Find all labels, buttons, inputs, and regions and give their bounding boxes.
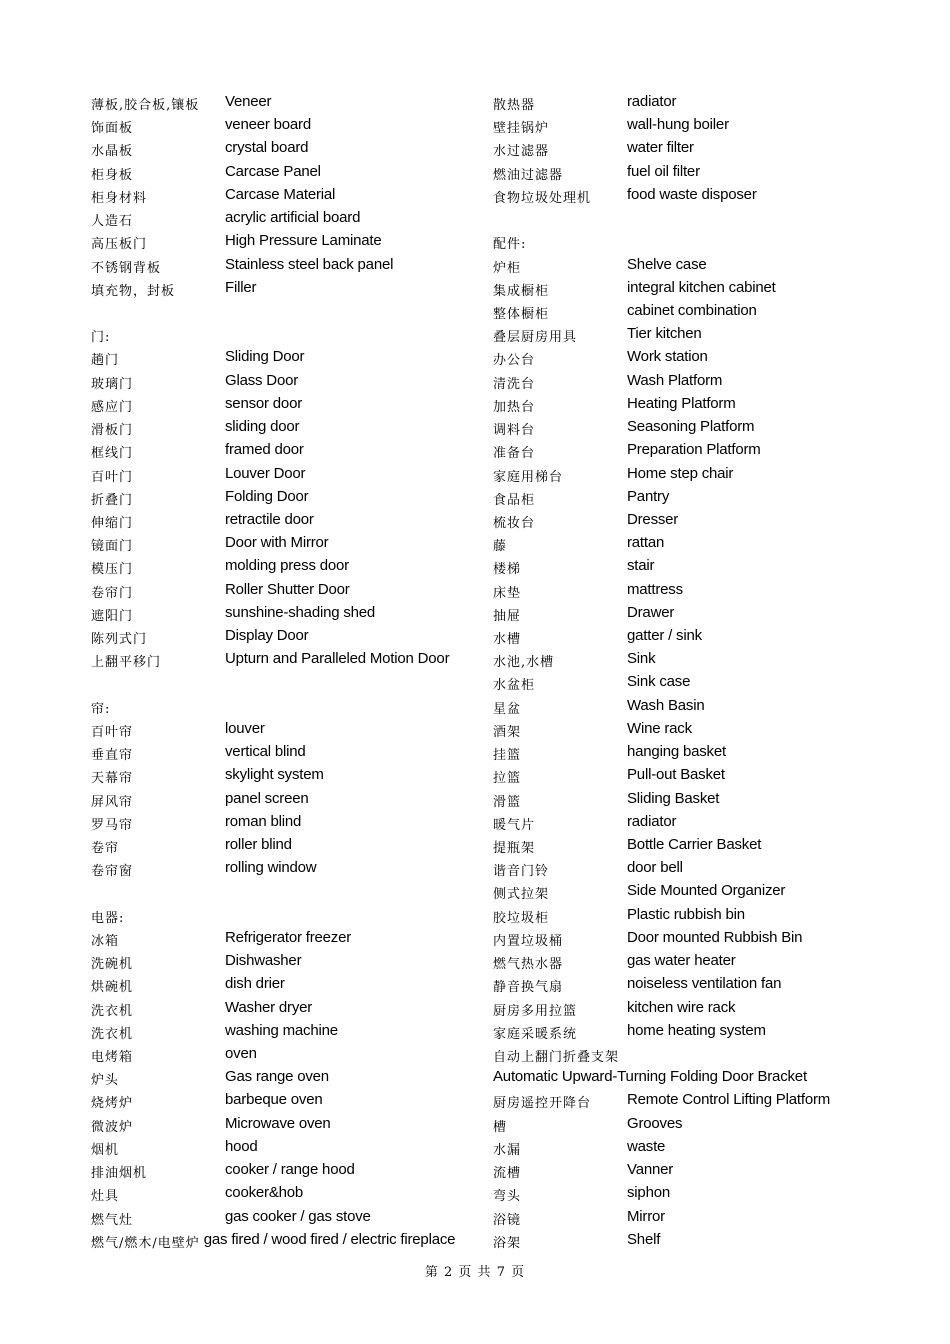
section-heading (91, 696, 471, 719)
glossary-row (91, 1044, 471, 1067)
chinese-term: 灶具 (91, 1189, 120, 1205)
chinese-term: 填充物，封板 (91, 283, 176, 299)
blank-row (91, 301, 471, 324)
glossary-row (493, 835, 893, 858)
glossary-row (493, 1160, 893, 1183)
glossary-row (493, 998, 893, 1021)
glossary-row (493, 881, 893, 904)
section-heading (493, 1044, 893, 1067)
english-term: Grooves (627, 1114, 683, 1132)
english-term: veneer board (225, 116, 311, 134)
chinese-term: 抽屉 (493, 608, 522, 624)
chinese-term: 框线门 (91, 446, 134, 462)
chinese-term: 柜身板 (91, 167, 134, 183)
english-term: Sliding Door (225, 348, 305, 366)
english-term: radiator (627, 812, 677, 830)
english-term: Door with Mirror (225, 534, 329, 552)
english-term: molding press door (225, 557, 349, 575)
english-term: dish drier (225, 975, 285, 993)
chinese-term: 水盆柜 (493, 678, 536, 694)
glossary-row (91, 138, 471, 161)
chinese-term: 感应门 (91, 399, 134, 415)
chinese-term: 浴架 (493, 1235, 522, 1251)
glossary-row (493, 162, 893, 185)
chinese-term: 燃油过滤器 (493, 167, 564, 183)
chinese-term: 冰箱 (91, 933, 120, 949)
english-term: Gas range oven (225, 1068, 329, 1086)
english-term: siphon (627, 1184, 671, 1202)
glossary-row (493, 185, 893, 208)
english-term: Home step chair (627, 464, 734, 482)
english-term: Seasoning Platform (627, 418, 755, 436)
glossary-row (493, 603, 893, 626)
glossary-row (493, 533, 893, 556)
chinese-term: 人造石 (91, 214, 134, 230)
english-term: barbeque oven (225, 1091, 323, 1109)
glossary-row (493, 278, 893, 301)
english-term: cabinet combination (627, 301, 757, 319)
chinese-term: 卷帘窗 (91, 864, 134, 880)
english-term: wall-hung boiler (627, 116, 729, 134)
english-term: Carcase Material (225, 185, 336, 203)
english-term: Filler (225, 278, 257, 296)
chinese-term: 槽 (493, 1119, 508, 1135)
glossary-row (91, 278, 471, 301)
chinese-term: 整体橱柜 (493, 306, 550, 322)
chinese-term: 厨房遥控开降台 (493, 1096, 592, 1112)
english-term: panel screen (225, 789, 309, 807)
english-term: waste (627, 1137, 666, 1155)
chinese-term: 梳妆台 (493, 515, 536, 531)
chinese-term: 办公台 (493, 353, 536, 369)
english-term: sliding door (225, 418, 300, 436)
english-term: Upturn and Paralleled Motion Door (225, 650, 450, 668)
english-term: Roller Shutter Door (225, 580, 350, 598)
glossary-row (91, 487, 471, 510)
english-term: Wash Platform (627, 371, 723, 389)
chinese-term: 排油烟机 (91, 1166, 148, 1182)
glossary-row (91, 394, 471, 417)
english-term: Shelve case (627, 255, 707, 273)
heading-text: 配件: (493, 237, 527, 253)
chinese-term: 暖气片 (493, 817, 536, 833)
glossary-row (91, 371, 471, 394)
chinese-term: 百叶帘 (91, 724, 134, 740)
glossary-row (91, 185, 471, 208)
chinese-term: 壁挂锅炉 (493, 121, 550, 137)
glossary-row (91, 626, 471, 649)
chinese-term: 侧式拉架 (493, 887, 550, 903)
glossary-row (91, 556, 471, 579)
chinese-term: 散热器 (493, 98, 536, 113)
heading-text: 帘: (91, 701, 111, 717)
english-term: sunshine-shading shed (225, 603, 376, 621)
english-term: home heating system (627, 1021, 766, 1039)
english-term: Drawer (627, 603, 675, 621)
blank-row (91, 672, 471, 695)
glossary-row (91, 789, 471, 812)
english-term: crystal board (225, 139, 309, 157)
right-glossary-column (493, 92, 893, 1253)
chinese-term: 厨房多用拉篮 (493, 1003, 578, 1019)
chinese-term: 胶垃圾柜 (493, 910, 550, 926)
english-term: Wash Basin (627, 696, 705, 714)
chinese-term: 楼梯 (493, 562, 522, 578)
chinese-term: 酒架 (493, 724, 522, 740)
chinese-term: 烘碗机 (91, 980, 134, 996)
chinese-term: 屏风帘 (91, 794, 134, 810)
glossary-row (493, 1067, 893, 1090)
glossary-row (91, 812, 471, 835)
glossary-row (493, 1183, 893, 1206)
english-term: roller blind (225, 836, 292, 853)
chinese-term: 燃气热水器 (493, 957, 564, 973)
english-term: gas fired / wood fired / electric fireplace (203, 1230, 456, 1248)
chinese-term: 卷帘 (91, 841, 120, 856)
glossary-row (493, 974, 893, 997)
english-term: skylight system (225, 766, 324, 784)
english-term: Washer dryer (225, 998, 313, 1016)
english-term: kitchen wire rack (627, 998, 736, 1016)
english-term: Pantry (627, 487, 670, 505)
glossary-row (91, 603, 471, 626)
glossary-row (493, 371, 893, 394)
glossary-row (91, 928, 471, 951)
glossary-row (493, 487, 893, 510)
english-term: door bell (627, 859, 683, 877)
chinese-term: 食品柜 (493, 492, 536, 508)
chinese-term: 浴镜 (493, 1212, 522, 1228)
chinese-term: 罗马帘 (91, 817, 134, 833)
chinese-term: 陈列式门 (91, 632, 148, 648)
chinese-term: 弯头 (493, 1189, 522, 1205)
glossary-row (493, 1230, 893, 1253)
chinese-term: 叠层厨房用具 (493, 330, 578, 346)
english-term: integral kitchen cabinet (627, 278, 776, 296)
glossary-row (493, 1090, 893, 1113)
chinese-term: 烟机 (91, 1142, 120, 1158)
english-term: Pull-out Basket (627, 766, 725, 784)
section-heading (91, 905, 471, 928)
english-term: Plastic rubbish bin (627, 905, 745, 923)
chinese-term: 内置垃圾桶 (493, 933, 564, 949)
glossary-row (91, 231, 471, 254)
chinese-term: 家庭采暖系统 (493, 1026, 578, 1042)
chinese-term: 燃气/燃木/电壁炉 (91, 1235, 200, 1251)
english-term: acrylic artificial board (225, 209, 361, 227)
chinese-term: 藤 (493, 539, 508, 555)
english-term: Sink (627, 650, 656, 668)
english-term: gatter / sink (627, 627, 702, 645)
glossary-row (91, 347, 471, 370)
glossary-row (91, 417, 471, 440)
glossary-row (493, 1021, 893, 1044)
chinese-term: 水过滤器 (493, 144, 550, 160)
glossary-row (91, 1067, 471, 1090)
english-term: mattress (627, 580, 683, 598)
glossary-row (91, 115, 471, 138)
glossary-row (91, 719, 471, 742)
english-term: oven (225, 1044, 257, 1062)
english-term: Dresser (627, 510, 679, 528)
glossary-row (493, 742, 893, 765)
chinese-term: 炉头 (91, 1073, 120, 1089)
chinese-term: 高压板门 (91, 237, 148, 253)
chinese-term: 拉篮 (493, 771, 522, 787)
glossary-row (91, 1207, 471, 1230)
glossary-row (493, 765, 893, 788)
glossary-row (493, 510, 893, 533)
chinese-term: 趟门 (91, 353, 120, 369)
glossary-row (91, 1183, 471, 1206)
glossary-row (91, 742, 471, 765)
english-term: louver (225, 719, 265, 737)
chinese-term: 准备台 (493, 446, 536, 462)
english-term: Shelf (627, 1230, 661, 1248)
chinese-term: 提瓶架 (493, 841, 536, 856)
english-term: water filter (627, 139, 694, 157)
chinese-term: 集成橱柜 (493, 283, 550, 299)
chinese-term: 微波炉 (91, 1119, 134, 1135)
chinese-term: 挂篮 (493, 748, 522, 764)
chinese-term: 滑篮 (493, 794, 522, 810)
chinese-term: 柜身材料 (91, 190, 148, 206)
chinese-term: 水晶板 (91, 144, 134, 160)
glossary-row (493, 719, 893, 742)
english-term: Veneer (225, 93, 272, 110)
chinese-term: 天幕帘 (91, 771, 134, 787)
glossary-row (493, 417, 893, 440)
glossary-row (493, 1207, 893, 1230)
english-term: Dishwasher (225, 952, 302, 970)
english-term: roman blind (225, 812, 302, 830)
glossary-row (91, 92, 471, 115)
glossary-row (493, 905, 893, 928)
glossary-row (493, 951, 893, 974)
english-term: High Pressure Laminate (225, 232, 382, 250)
english-term: vertical blind (225, 743, 306, 761)
english-term: stair (627, 557, 655, 575)
glossary-row (493, 301, 893, 324)
glossary-row (91, 951, 471, 974)
chinese-term: 燃气灶 (91, 1212, 134, 1228)
glossary-row (493, 464, 893, 487)
glossary-row (493, 672, 893, 695)
chinese-term: 百叶门 (91, 469, 134, 485)
chinese-term: 水池,水槽 (493, 655, 555, 671)
english-term: washing machine (225, 1021, 338, 1039)
english-term: Bottle Carrier Basket (627, 836, 762, 853)
glossary-row (493, 324, 893, 347)
glossary-row (91, 464, 471, 487)
english-term: noiseless ventilation fan (627, 975, 782, 993)
glossary-row (91, 1114, 471, 1137)
english-term: Mirror (627, 1207, 665, 1225)
chinese-term: 清洗台 (493, 376, 536, 392)
glossary-row (91, 580, 471, 603)
english-term: fuel oil filter (627, 162, 700, 180)
english-term: Preparation Platform (627, 441, 761, 459)
english-term: gas water heater (627, 952, 736, 970)
english-term: Heating Platform (627, 394, 736, 412)
chinese-term: 电烤箱 (91, 1049, 134, 1065)
english-term: hood (225, 1137, 258, 1155)
chinese-term: 上翻平移门 (91, 655, 162, 671)
glossary-row (493, 138, 893, 161)
glossary-row (493, 347, 893, 370)
glossary-row (493, 858, 893, 881)
english-term: Door mounted Rubbish Bin (627, 928, 803, 946)
heading-text: 电器: (91, 910, 125, 926)
english-term: food waste disposer (627, 185, 757, 203)
glossary-row (493, 649, 893, 672)
english-term: Stainless steel back panel (225, 255, 394, 273)
chinese-term: 卷帘门 (91, 585, 134, 601)
english-term: radiator (627, 93, 677, 110)
glossary-row (493, 1137, 893, 1160)
chinese-term: 炉柜 (493, 260, 522, 276)
glossary-row (91, 1230, 471, 1253)
english-term: Work station (627, 348, 708, 366)
glossary-row (91, 255, 471, 278)
glossary-row (91, 765, 471, 788)
heading-text: 自动上翻门折叠支架 (493, 1049, 620, 1065)
chinese-term: 饰面板 (91, 121, 134, 137)
glossary-row (493, 255, 893, 278)
chinese-term: 流槽 (493, 1166, 522, 1182)
glossary-row (91, 533, 471, 556)
chinese-term: 垂直帘 (91, 748, 134, 764)
left-glossary-column (91, 92, 471, 1253)
english-term: Side Mounted Organizer (627, 882, 786, 900)
page-footer: 第 2 页 共 7 页 (424, 1265, 526, 1280)
chinese-term: 星盆 (493, 701, 522, 717)
glossary-row (493, 789, 893, 812)
english-term: Sink case (627, 673, 691, 691)
chinese-term: 家庭用梯台 (493, 469, 564, 485)
chinese-term: 伸缩门 (91, 515, 134, 531)
glossary-row (91, 1090, 471, 1113)
english-term: Automatic Upward-Turning Folding Door Bracket (493, 1068, 807, 1086)
glossary-row (493, 394, 893, 417)
english-term: Sliding Basket (627, 789, 720, 807)
chinese-term: 滑板门 (91, 423, 134, 439)
glossary-row (91, 835, 471, 858)
glossary-row (493, 812, 893, 835)
glossary-row (493, 440, 893, 463)
english-term: hanging basket (627, 743, 726, 761)
glossary-row (91, 510, 471, 533)
section-heading (493, 231, 893, 254)
glossary-row (493, 556, 893, 579)
chinese-term: 薄板,胶合板,镶板 (91, 98, 200, 113)
glossary-row (91, 1160, 471, 1183)
english-term: Glass Door (225, 371, 299, 389)
glossary-row (493, 580, 893, 603)
english-term: Folding Door (225, 487, 309, 505)
chinese-term: 遮阳门 (91, 608, 134, 624)
glossary-row (91, 998, 471, 1021)
english-term: Display Door (225, 627, 309, 645)
chinese-term: 水漏 (493, 1142, 522, 1158)
glossary-row (91, 1021, 471, 1044)
heading-text: 门: (91, 330, 111, 346)
blank-row (493, 208, 893, 231)
english-term: Wine rack (627, 719, 692, 737)
blank-row (91, 881, 471, 904)
chinese-term: 折叠门 (91, 492, 134, 508)
glossary-row (493, 92, 893, 115)
chinese-term: 调料台 (493, 423, 536, 439)
chinese-term: 不锈钢背板 (91, 260, 162, 276)
chinese-term: 洗碗机 (91, 957, 134, 973)
chinese-term: 加热台 (493, 399, 536, 415)
chinese-term: 洗衣机 (91, 1026, 134, 1042)
chinese-term: 模压门 (91, 562, 134, 578)
english-term: gas cooker / gas stove (225, 1207, 371, 1225)
chinese-term: 静音换气扇 (493, 980, 564, 996)
english-term: sensor door (225, 394, 303, 412)
glossary-row (91, 1137, 471, 1160)
english-term: rattan (627, 534, 665, 552)
chinese-term: 水槽 (493, 632, 522, 648)
glossary-row (493, 928, 893, 951)
chinese-term: 玻璃门 (91, 376, 134, 392)
english-term: cooker&hob (225, 1184, 304, 1202)
glossary-row (493, 115, 893, 138)
english-term: Louver Door (225, 464, 306, 482)
english-term: Refrigerator freezer (225, 928, 352, 946)
chinese-term: 谐音门铃 (493, 864, 550, 880)
chinese-term: 烧烤炉 (91, 1096, 134, 1112)
english-term: Microwave oven (225, 1114, 331, 1132)
glossary-row (91, 649, 471, 672)
glossary-row (91, 974, 471, 997)
english-term: cooker / range hood (225, 1161, 355, 1179)
chinese-term: 床垫 (493, 585, 522, 601)
english-term: Carcase Panel (225, 162, 321, 180)
glossary-row (91, 162, 471, 185)
chinese-term: 食物垃圾处理机 (493, 190, 592, 206)
glossary-row (91, 440, 471, 463)
section-heading (91, 324, 471, 347)
english-term: rolling window (225, 859, 317, 877)
english-term: Vanner (627, 1161, 674, 1179)
glossary-row (493, 626, 893, 649)
english-term: Tier kitchen (627, 325, 702, 343)
glossary-row (91, 208, 471, 231)
english-term: Remote Control Lifting Platform (627, 1091, 831, 1109)
english-term: retractile door (225, 510, 314, 528)
glossary-row (493, 696, 893, 719)
english-term: framed door (225, 441, 304, 459)
glossary-row (91, 858, 471, 881)
chinese-term: 镜面门 (91, 539, 134, 555)
chinese-term: 洗衣机 (91, 1003, 134, 1019)
glossary-row (493, 1114, 893, 1137)
